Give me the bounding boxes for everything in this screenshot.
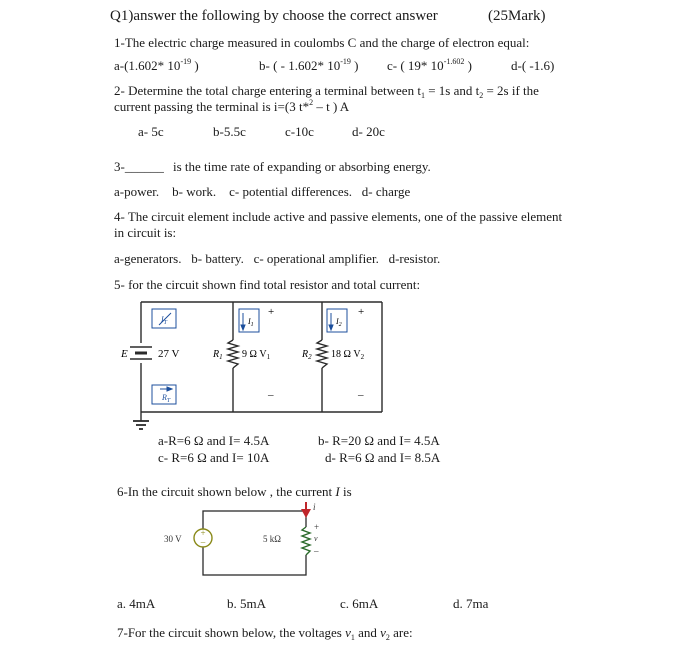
q3-options: a-power. b- work. c- potential differences. d- charge	[114, 184, 411, 199]
q5-r1-plus: +	[268, 306, 275, 318]
q5-label-r1: $R_1$	[213, 349, 223, 361]
q5-label-e: E	[121, 348, 128, 360]
q2-option-d: d- 20c	[352, 124, 385, 139]
q6-option-b: b. 5mA	[227, 596, 266, 611]
q5-label-i2: $I_2$	[336, 317, 342, 328]
q2-option-b: b-5.5c	[213, 124, 246, 139]
q7-text: 7-For the circuit shown below, the voltages $v_1$ and $v_2$ are:	[117, 625, 413, 642]
q6-option-a: a. 4mA	[117, 596, 156, 611]
q2-text-line2: current passing the terminal is i=(3 t*$^2$ – t ) A	[114, 98, 350, 114]
q6-label-resistor: 5 kΩ	[263, 534, 281, 544]
q1-text: 1-The electric charge measured in coulombs C and the charge of electron equal:	[114, 35, 530, 50]
q1-option-b: b- ( - 1.602* $10^{-19}$ )	[259, 57, 359, 73]
q6-source-plus: +	[200, 528, 206, 538]
q5-option-d: d- R=6 Ω and I= 8.5A	[325, 450, 441, 465]
q5-label-source: 27 V	[158, 348, 180, 360]
q6-source-minus: –	[200, 537, 206, 547]
question-marks: (25Mark)	[488, 8, 546, 24]
q5-text: 5- for the circuit shown find total resistor and total current:	[114, 277, 421, 292]
q5-label-i1: $I_1$	[248, 317, 254, 328]
q1-option-d: d-( -1.6)	[511, 58, 555, 73]
q4-text-line1: 4- The circuit element include active and passive elements, one of the passive element	[114, 209, 563, 224]
q2-option-a: a- 5c	[138, 124, 164, 139]
q5-label-r1-value: 9 Ω $V_1$	[242, 349, 271, 361]
q6-label-source: 30 V	[164, 534, 182, 544]
q6-option-c: c. 6mA	[340, 596, 379, 611]
q6-text: 6-In the circuit shown below , the current I is	[117, 484, 352, 499]
q6-label-minus: –	[314, 546, 319, 556]
q5-r1-minus: –	[268, 389, 274, 401]
q5-option-a: a-R=6 Ω and I= 4.5A	[158, 433, 270, 448]
q2-option-c: c-10c	[285, 124, 314, 139]
q5-r2-minus: –	[358, 389, 364, 401]
q1-option-c: c- ( 19* $10^{-1.602}$ )	[387, 57, 472, 73]
q6-label-plus: +	[314, 522, 320, 532]
q5-label-r2: $R_2$	[302, 349, 312, 361]
question-title: Q1)answer the following by choose the correct answer	[110, 8, 438, 24]
q2-text-line1: 2- Determine the total charge entering a terminal between $t_1 = 1s$ and $t_2 = 2s$ if the	[114, 83, 539, 100]
q4-text-line2: in circuit is:	[114, 225, 177, 240]
q5-label-rt: $R_T$	[162, 393, 171, 404]
q3-text: is the time rate of expanding or absorbing energy.	[173, 159, 431, 174]
q5-option-b: b- R=20 Ω and I= 4.5A	[318, 433, 440, 448]
q1-option-a: a-(1.602* $10^{-19}$ )	[114, 57, 199, 73]
q6-label-v: v	[314, 534, 318, 543]
q5-r2-plus: +	[358, 306, 365, 318]
q3-blank: 3-______	[114, 159, 164, 174]
q5-option-c: c- R=6 Ω and I= 10A	[158, 450, 270, 465]
q5-label-r2-value: 18 Ω $V_2$	[331, 349, 365, 361]
q6-label-i: i	[313, 502, 316, 512]
q5-label-it: $I_T$	[161, 315, 168, 326]
q6-option-d: d. 7ma	[453, 596, 489, 611]
q4-options: a-generators. b- battery. c- operational amplifier. d-resistor.	[114, 251, 441, 266]
